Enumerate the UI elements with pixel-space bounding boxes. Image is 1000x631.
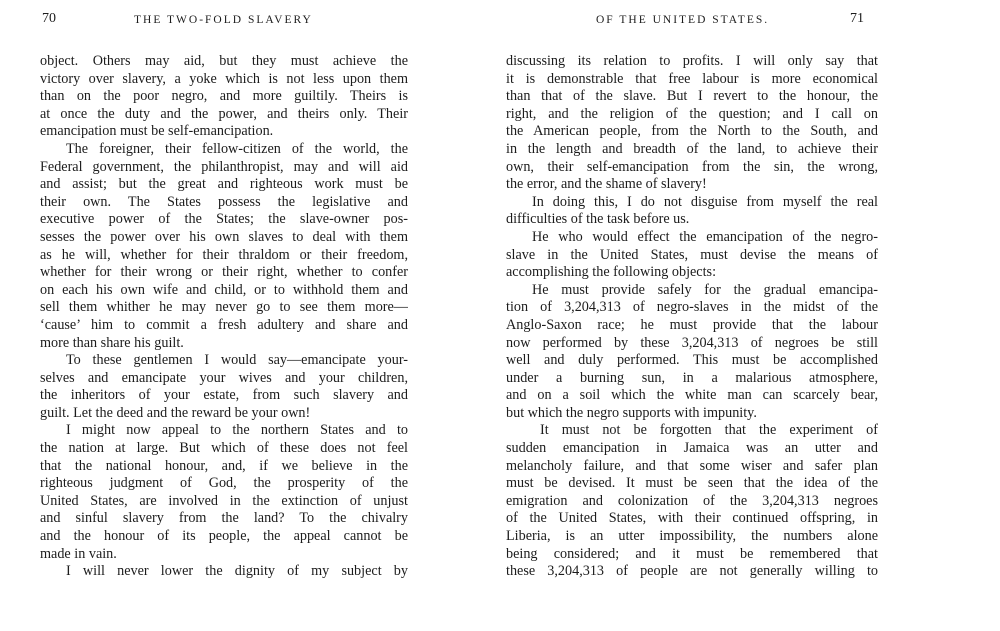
text-line: ‘cause’ him to commit a fresh adultery and share and bbox=[40, 316, 408, 333]
text-line: The foreigner, their fellow-citizen of the world, the bbox=[66, 140, 408, 157]
text-line: I might now appeal to the northern States and to bbox=[66, 422, 408, 439]
text-line: these 3,204,313 of people are not generally willing to bbox=[506, 563, 878, 580]
page-text bbox=[40, 53, 408, 581]
text-line: He must provide safely for the gradual emancipa- bbox=[532, 281, 878, 298]
text-line: and on a soil which the white man can scarcely bear, bbox=[506, 387, 878, 404]
text-line: discussing its relation to profits. I will only say that bbox=[506, 53, 878, 69]
text-line: the inheritors of your estate, from such slavery and bbox=[40, 387, 408, 404]
text-line: under a burning sun, in a malarious atmosphere, bbox=[506, 369, 878, 386]
text-line: more than share his guilt. bbox=[40, 334, 184, 351]
page-number: 71 bbox=[850, 11, 864, 26]
text-line: It must not be forgotten that the experiment of bbox=[540, 422, 878, 439]
text-line: and sinful slavery from the land? To the chivalry bbox=[40, 510, 408, 527]
text-line: their own. The States possess the legislative and bbox=[40, 193, 408, 210]
text-line: difficulties of the task before us. bbox=[506, 211, 690, 228]
text-line: own, their self-emancipation from the sin, the wrong, bbox=[506, 158, 878, 175]
running-head: THE TWO-FOLD SLAVERY bbox=[134, 14, 313, 26]
text-line: Liberia, is an utter impossibility, the numbers alone bbox=[506, 528, 878, 545]
text-line: at once the duty and the power, and theirs only. Their bbox=[40, 105, 408, 122]
text-line: emigration and colonization of the 3,204,313 negroes bbox=[506, 492, 878, 509]
text-line: it is demonstrable that free labour is more economical bbox=[506, 70, 878, 87]
text-line: now performed by these 3,204,313 of negroes be still bbox=[506, 334, 878, 351]
text-line: well and duly performed. This must be accomplished bbox=[506, 352, 878, 369]
page-text bbox=[506, 53, 878, 581]
text-line: as he will, whether for their thraldom or their freedom, bbox=[40, 246, 408, 263]
text-line: of the United States, with their continued offspring, in bbox=[506, 510, 878, 527]
text-line: on each his own wife and child, or to withhold them and bbox=[40, 281, 408, 298]
text-line: melancholy failure, and that some wiser and safer plan bbox=[506, 457, 878, 474]
text-line: guilt. Let the deed and the reward be your own! bbox=[40, 404, 311, 421]
text-line: victory over slavery, a yoke which is not less upon them bbox=[40, 70, 408, 87]
text-line: executive power of the States; the slave-owner pos- bbox=[40, 211, 408, 228]
text-line: slave in the United States, must devise the means of bbox=[506, 246, 878, 263]
text-line: the American people, from the North to the South, and bbox=[506, 123, 878, 140]
text-line: sell them whither he may never go to see them more— bbox=[40, 299, 408, 316]
text-line: that the national honour, and, if we believe in the bbox=[40, 457, 408, 474]
text-line: In doing this, I do not disguise from myself the real bbox=[532, 193, 878, 210]
text-line: Anglo-Saxon race; he must provide that the labour bbox=[506, 316, 878, 333]
text-line: the error, and the shame of slavery! bbox=[506, 176, 707, 193]
text-line: whether for their wrong or their right, whether to confer bbox=[40, 264, 408, 281]
text-line: accomplishing the following objects: bbox=[506, 264, 717, 281]
text-line: emancipation must be self-emancipation. bbox=[40, 123, 274, 140]
text-line: I will never lower the dignity of my subject by bbox=[66, 563, 408, 580]
text-line: right, and the religion of the question; and I call on bbox=[506, 105, 878, 122]
text-line: selves and emancipate your wives and your children, bbox=[40, 369, 408, 386]
text-line: being considered; and it must be remembered that bbox=[506, 545, 878, 562]
text-line: He who would effect the emancipation of the negro- bbox=[532, 228, 878, 245]
text-line: but which the negro supports with impunity. bbox=[506, 404, 757, 421]
text-line: and the honour of its people, the appeal cannot be bbox=[40, 528, 408, 545]
text-line: and assist; but the great and righteous work must be bbox=[40, 176, 408, 193]
text-line: United States, are involved in the extinction of unjust bbox=[40, 492, 408, 509]
text-line: Federal government, the philanthropist, may and will aid bbox=[40, 158, 408, 175]
text-line: the nation at large. But which of these does not feel bbox=[40, 440, 408, 457]
text-line: than that of the slave. But I revert to the honour, the bbox=[506, 88, 878, 105]
text-line: must be devised. It must be seen that the idea of the bbox=[506, 475, 878, 492]
running-head: OF THE UNITED STATES. bbox=[596, 14, 770, 26]
text-line: sesses the power over his own slaves to deal with them bbox=[40, 228, 408, 245]
text-line: tion of 3,204,313 of negro-slaves in the midst of the bbox=[506, 299, 878, 316]
page-number: 70 bbox=[42, 11, 56, 26]
text-line: made in vain. bbox=[40, 545, 117, 562]
right-page bbox=[500, 0, 1000, 631]
text-line: than on the poor negro, and more guiltily. Theirs is bbox=[40, 88, 408, 105]
text-line: righteous judgment of God, the prosperity of the bbox=[40, 475, 408, 492]
text-line: To these gentlemen I would say—emancipate your- bbox=[66, 352, 408, 369]
text-line: object. Others may aid, but they must achieve the bbox=[40, 53, 408, 69]
text-line: in the length and breadth of the land, to achieve their bbox=[506, 140, 878, 157]
text-line: sudden emancipation in Jamaica was an utter and bbox=[506, 440, 878, 457]
